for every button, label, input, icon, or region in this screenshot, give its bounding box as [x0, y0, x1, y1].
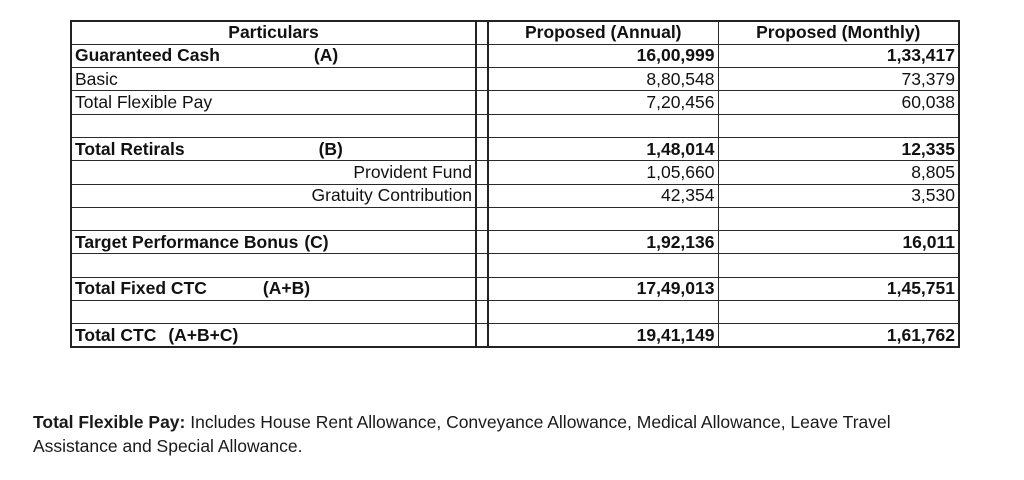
empty-cell: [718, 114, 959, 137]
spacer-row: [71, 254, 959, 277]
column-separator: [476, 44, 488, 67]
monthly-value: 8,805: [718, 161, 959, 184]
row-label: Total Fixed CTC: [75, 278, 207, 299]
monthly-value: 12,335: [718, 137, 959, 160]
row-target-performance-bonus: [71, 231, 959, 254]
monthly-value: 1,61,762: [718, 324, 959, 347]
row-total-flexible-pay: [71, 91, 959, 114]
empty-cell: [488, 114, 718, 137]
header-particulars: Particulars: [71, 21, 476, 44]
spacer-row: [71, 207, 959, 230]
column-separator: [476, 207, 488, 230]
row-basic: [71, 68, 959, 91]
particulars-cell: [71, 137, 476, 160]
row-gratuity-contribution: [71, 184, 959, 207]
column-separator: [476, 68, 488, 91]
column-separator: [476, 324, 488, 347]
monthly-value: 3,530: [718, 184, 959, 207]
empty-cell: [71, 114, 476, 137]
row-label: Target Performance Bonus: [75, 231, 299, 252]
column-separator: [476, 301, 488, 324]
row-label: Guaranteed Cash: [75, 45, 220, 66]
column-separator: [476, 254, 488, 277]
particulars-cell: [71, 231, 476, 254]
annual-value: 16,00,999: [488, 44, 718, 67]
spacer-row: [71, 301, 959, 324]
row-label: Total CTC: [75, 324, 157, 345]
monthly-value: 1,33,417: [718, 44, 959, 67]
row-total-retirals: [71, 137, 959, 160]
row-tag: (A+B): [262, 278, 311, 299]
row-tag: (A): [313, 45, 339, 66]
annual-value: 19,41,149: [488, 324, 718, 347]
row-total-fixed-ctc: [71, 277, 959, 300]
row-tag: (A+B+C): [168, 324, 239, 345]
annual-value: 1,48,014: [488, 137, 718, 160]
monthly-value: 1,45,751: [718, 277, 959, 300]
table-header-row: [71, 21, 959, 44]
footnote-term: Total Flexible Pay:: [33, 412, 186, 432]
column-separator: [476, 277, 488, 300]
column-separator: [476, 137, 488, 160]
footnote: [33, 410, 933, 458]
particulars-cell: [71, 44, 476, 67]
empty-cell: [488, 254, 718, 277]
empty-cell: [718, 301, 959, 324]
empty-cell: [718, 207, 959, 230]
header-monthly: Proposed (Monthly): [718, 21, 959, 44]
row-label: Gratuity Contribution: [71, 184, 476, 207]
monthly-value: 73,379: [718, 68, 959, 91]
row-label: Total Flexible Pay: [71, 91, 476, 114]
column-separator: [476, 91, 488, 114]
particulars-cell: [71, 324, 476, 347]
column-separator: [476, 21, 488, 44]
header-annual: Proposed (Annual): [488, 21, 718, 44]
column-separator: [476, 114, 488, 137]
annual-value: 1,92,136: [488, 231, 718, 254]
annual-value: 8,80,548: [488, 68, 718, 91]
annual-value: 17,49,013: [488, 277, 718, 300]
annual-value: 1,05,660: [488, 161, 718, 184]
monthly-value: 16,011: [718, 231, 959, 254]
empty-cell: [718, 254, 959, 277]
empty-cell: [71, 254, 476, 277]
empty-cell: [71, 207, 476, 230]
annual-value: 42,354: [488, 184, 718, 207]
row-guaranteed-cash: [71, 44, 959, 67]
row-label: Provident Fund: [71, 161, 476, 184]
footnote-text: Includes House Rent Allowance, Conveyance Allowance, Medical Allowance, Leave Travel Assistance and Special Allowance.: [33, 412, 891, 456]
column-separator: [476, 184, 488, 207]
compensation-table: [70, 20, 960, 348]
empty-cell: [71, 301, 476, 324]
column-separator: [476, 161, 488, 184]
annual-value: 7,20,456: [488, 91, 718, 114]
particulars-cell: [71, 277, 476, 300]
column-separator: [476, 231, 488, 254]
row-label: Basic: [71, 68, 476, 91]
row-label: Total Retirals: [75, 138, 185, 159]
spacer-row: [71, 114, 959, 137]
row-total-ctc: [71, 324, 959, 347]
empty-cell: [488, 207, 718, 230]
row-provident-fund: [71, 161, 959, 184]
row-tag: (B): [318, 138, 343, 159]
empty-cell: [488, 301, 718, 324]
monthly-value: 60,038: [718, 91, 959, 114]
row-tag: (C): [304, 231, 329, 252]
